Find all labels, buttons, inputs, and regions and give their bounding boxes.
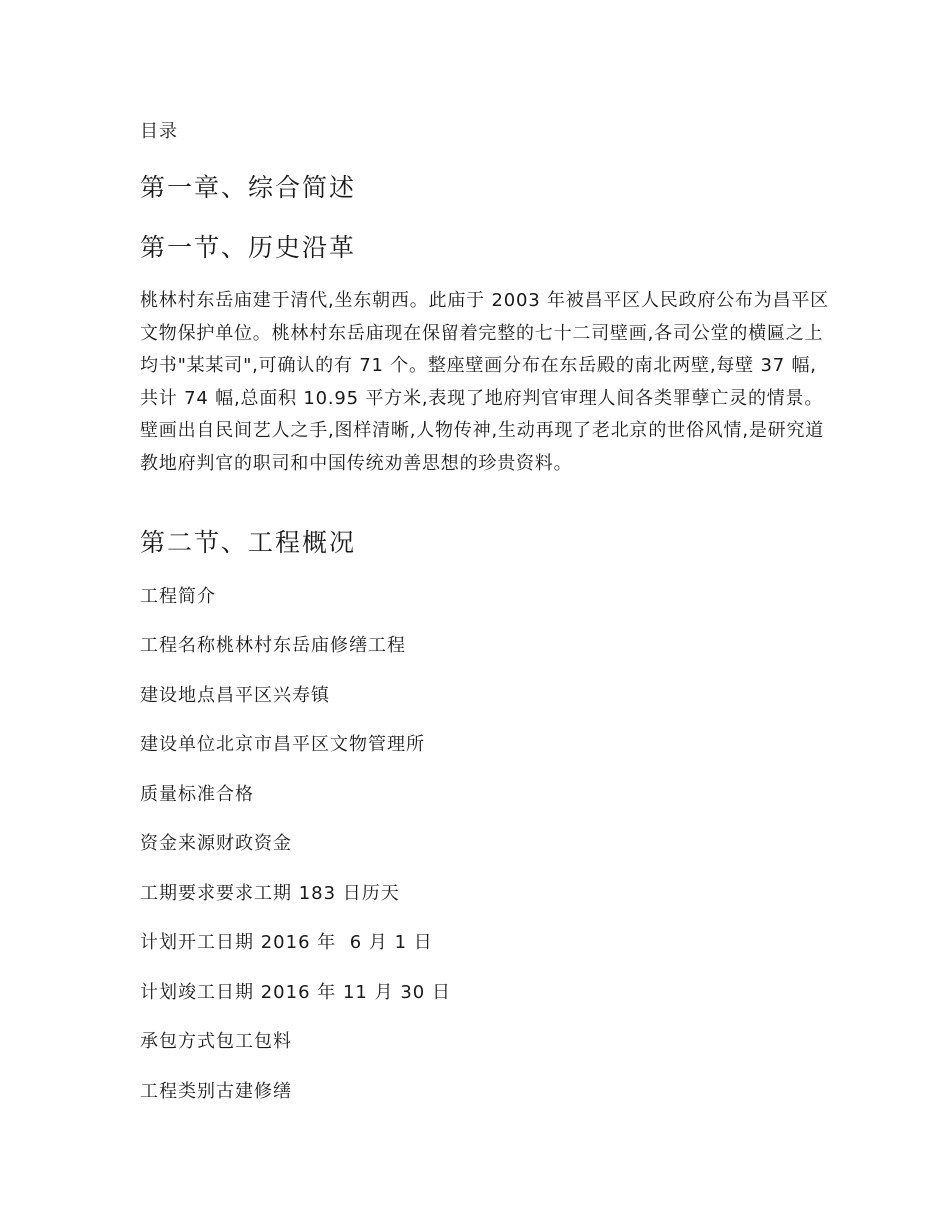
quality-standard-item: 质量标准合格 <box>140 784 254 805</box>
section-heading-overview: 第二节、工程概况 <box>140 528 357 557</box>
funding-source-item: 资金来源财政资金 <box>140 833 292 854</box>
history-paragraph: 桃林村东岳庙建于清代,坐东朝西。此庙于 2003 年被昌平区人民政府公布为昌平区文物保护单位。桃林村东岳庙现在保留着完整的七十二司壁画,各司公堂的横匾之上均书"某某司",可确认的有 71 个。整座壁画分布在东岳殿的南北两壁,每壁 37 幅,共计 74 幅,总面积 10.95 平方米,表现了地府判官审理人间各类罪孽亡灵的情景。壁画出自民间艺人之手,图样清晰,人物传神,生动再现了老北京的世俗风情,是研究道教地府判官的职司和中国传统劝善思想的珍贵资料。 <box>140 290 829 474</box>
section-heading-history: 第一节、历史沿革 <box>140 233 357 262</box>
start-date-item: 计划开工日期 2016 年 6 月 1 日 <box>140 932 433 953</box>
project-name-item: 工程名称桃林村东岳庙修缮工程 <box>140 635 406 656</box>
chapter-heading: 第一章、综合简述 <box>140 173 357 202</box>
contract-type-item: 承包方式包工包料 <box>140 1031 292 1052</box>
completion-date-item: 计划竣工日期 2016 年 11 月 30 日 <box>140 982 451 1003</box>
overview-intro-label: 工程简介 <box>140 586 216 607</box>
project-location-item: 建设地点昌平区兴寿镇 <box>140 685 330 706</box>
duration-item: 工期要求要求工期 183 日历天 <box>140 883 400 904</box>
toc-label: 目录 <box>140 121 178 142</box>
project-owner-item: 建设单位北京市昌平区文物管理所 <box>140 734 425 755</box>
project-category-item: 工程类别古建修缮 <box>140 1081 292 1102</box>
